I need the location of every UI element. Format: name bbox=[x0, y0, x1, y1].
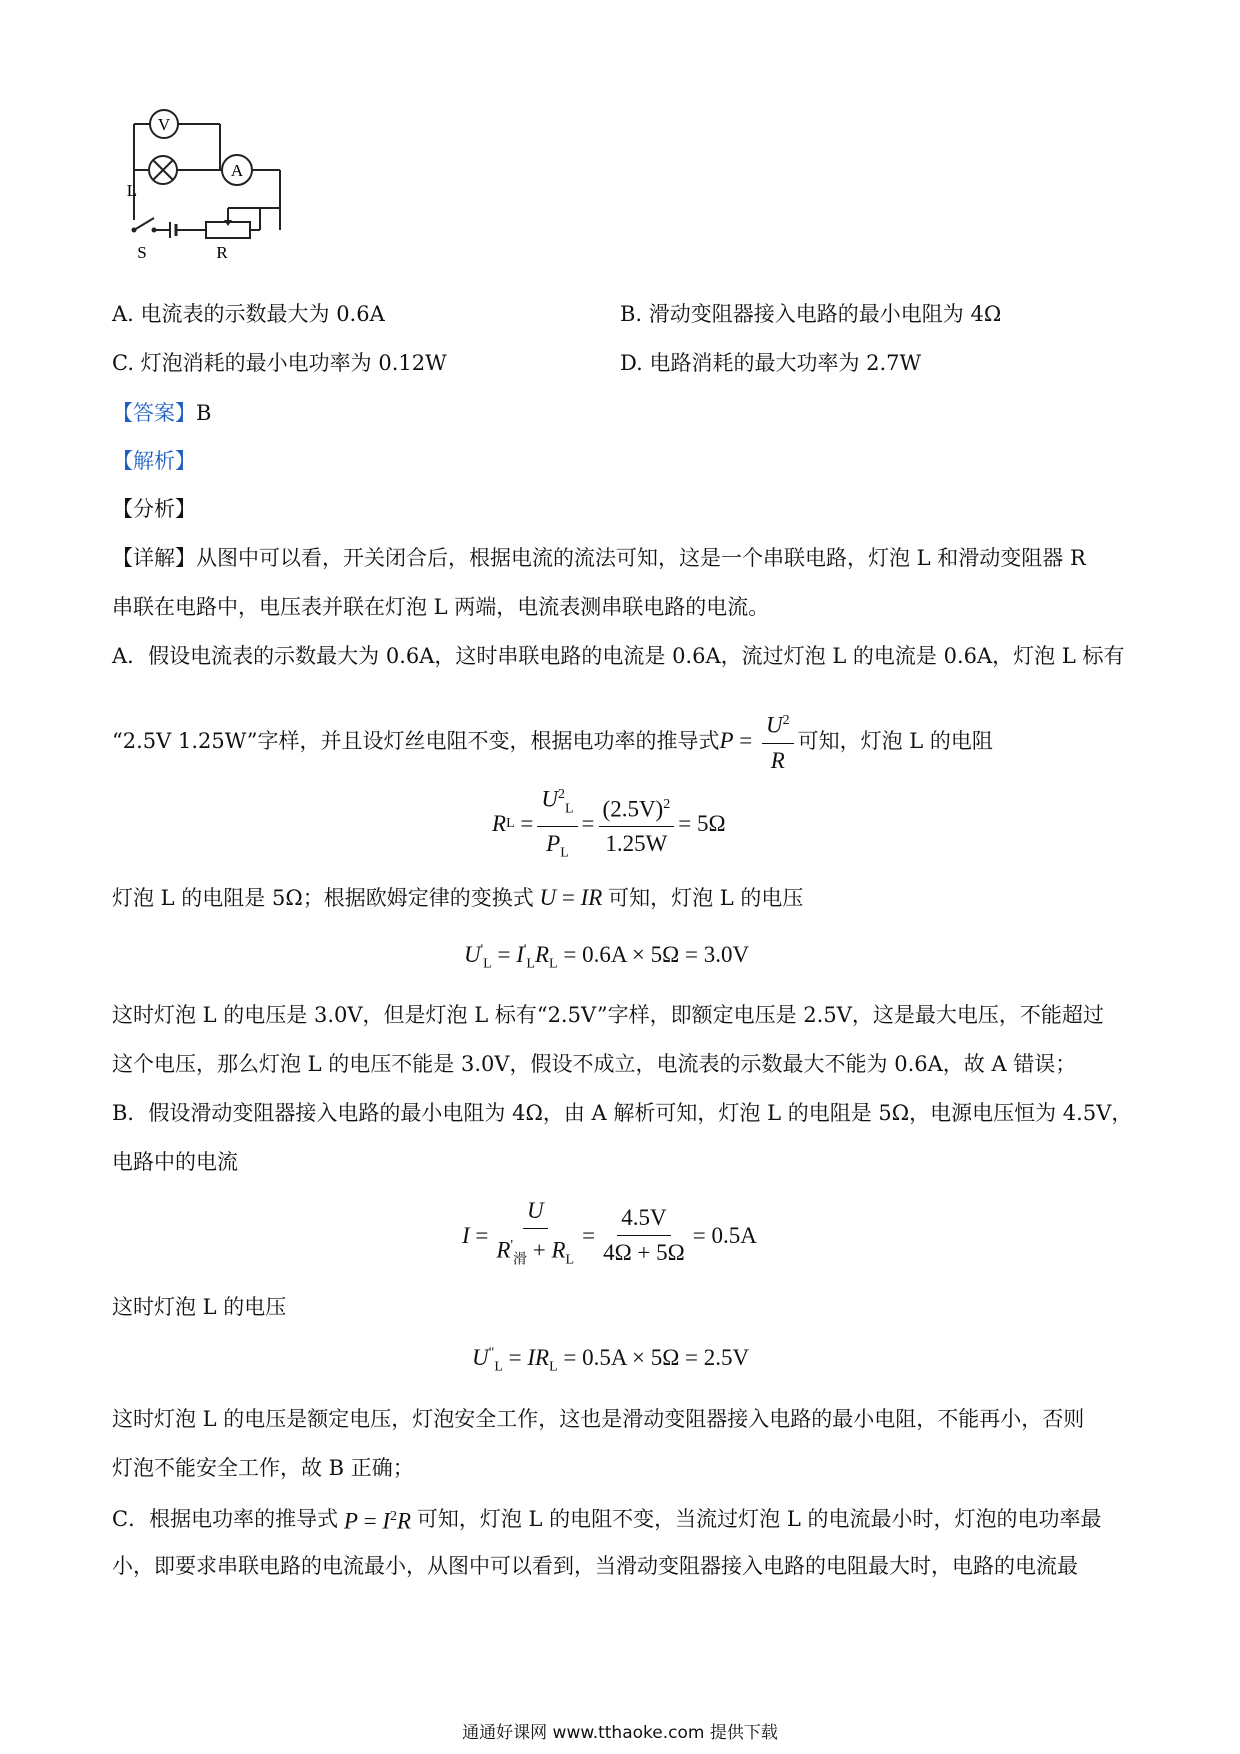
fenxi-label: 【分析】 bbox=[112, 497, 196, 521]
formula-p-i2r: $P = I^2R$ bbox=[343, 1508, 412, 1534]
part-c-line-1: C．根据电功率的推导式 $P = I^2R$ 可知，灯泡 L 的电阻不变，当流过灯泡 L 的电流最小时，灯泡的电功率最 bbox=[112, 1502, 1101, 1537]
part-b-line-1: B．假设滑动变阻器接入电路的最小电阻为 4Ω，由 A 解析可知，灯泡 L 的电阻是 5Ω，电源电压恒为 4.5V， bbox=[112, 1101, 1133, 1125]
part-a-line-3: 灯泡 L 的电阻是 5Ω；根据欧姆定律的变换式 U = IR 可知，灯泡 L 的电压 bbox=[112, 883, 803, 913]
equation-rl: R L = $\frac{U^2_L}{P_L}$ = $\frac{(2.5V)^2}{1.25W}$ = 5Ω bbox=[492, 780, 726, 869]
part-a-line-1: A．假设电流表的示数最大为 0.6A，这时串联电路的电流是 0.6A，流过灯泡 L 的电流是 0.6A，灯泡 L 标有 bbox=[112, 644, 1125, 668]
analysis-label: 【解析】 bbox=[112, 449, 196, 473]
voltmeter-label: V bbox=[157, 115, 171, 134]
part-a-line-2: “2.5V 1.25W”字样，并且设灯丝电阻不变，根据电功率的推导式 P = $\frac{U^2}{R}$ 可知，灯泡 L 的电阻 bbox=[112, 706, 993, 776]
part-b-line-2: 电路中的电流 bbox=[112, 1150, 238, 1174]
switch-label: S bbox=[137, 243, 147, 262]
page-footer: 通通好课网 www.tthaoke.com 提供下载 bbox=[462, 1723, 778, 1743]
option-c: C. 灯泡消耗的最小电功率为 0.12W bbox=[112, 351, 447, 375]
equation-ul-prime: $U'_L = I'_LR_L = 0.6A \times 5\Omega = 3.0V$ bbox=[464, 942, 750, 972]
part-a-line-5: 这个电压，那么灯泡 L 的电压不能是 3.0V，假设不成立，电流表的示数最大不能为 0.6A，故 A 错误； bbox=[112, 1052, 1077, 1076]
detail-label: 【详解】 bbox=[112, 546, 196, 570]
formula-ohm: U = IR bbox=[539, 885, 603, 910]
option-a: A. 电流表的示数最大为 0.6A bbox=[112, 302, 385, 326]
detail-line-2: 串联在电路中，电压表并联在灯泡 L 两端，电流表测串联电路的电流。 bbox=[112, 595, 770, 619]
part-b-line-5: 灯泡不能安全工作，故 B 正确； bbox=[112, 1456, 414, 1480]
option-d: D. 电路消耗的最大功率为 2.7W bbox=[620, 351, 922, 375]
ammeter-label: A bbox=[230, 161, 244, 180]
part-a-line-4: 这时灯泡 L 的电压是 3.0V，但是灯泡 L 标有“2.5V”字样，即额定电压是 2.5V，这是最大电压，不能超过 bbox=[112, 1003, 1104, 1027]
lamp-label: L bbox=[126, 181, 138, 200]
detail-line-1: 【详解】从图中可以看，开关闭合后，根据电流的流法可知，这是一个串联电路，灯泡 L 和滑动变阻器 R bbox=[112, 546, 1086, 570]
part-c-line-2: 小，即要求串联电路的电流最小，从图中可以看到，当滑动变阻器接入电路的电阻最大时，电路的电流最 bbox=[112, 1554, 1078, 1578]
part-b-line-3: 这时灯泡 L 的电压 bbox=[112, 1295, 287, 1319]
rheostat-label: R bbox=[216, 243, 228, 262]
answer-label: 【答案】 bbox=[112, 401, 196, 425]
answer-value: B bbox=[196, 401, 212, 425]
equation-ul-double-prime: $U^"_L = IR_L = 0.5A \times 5\Omega = 2.5V$ bbox=[472, 1345, 750, 1375]
answer-row bbox=[112, 398, 211, 428]
equation-current: I = $\frac{U}{R'_滑 + R_L}$ = $\frac{4.5V}{4\Omega + 5\Omega}$ = 0.5A bbox=[462, 1198, 757, 1268]
circuit-diagram bbox=[110, 100, 330, 290]
part-b-line-4: 这时灯泡 L 的电压是额定电压，灯泡安全工作，这也是滑动变阻器接入电路的最小电阻，不能再小，否则 bbox=[112, 1407, 1085, 1431]
option-b: B. 滑动变阻器接入电路的最小电阻为 4Ω bbox=[620, 302, 1002, 326]
formula-p-u2-r: P = $\frac{U^2}{R}$ bbox=[719, 706, 797, 776]
